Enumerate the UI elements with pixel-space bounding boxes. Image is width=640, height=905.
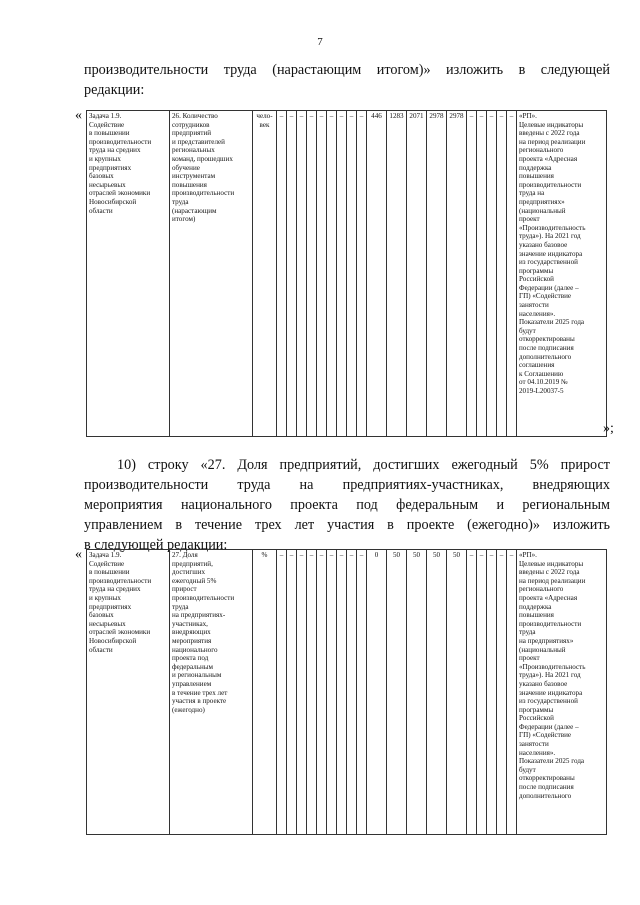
year-value-cell: – (477, 111, 487, 437)
page-number: 7 (317, 36, 323, 48)
year-value-cell: 50 (427, 550, 447, 835)
year-value-cell: – (347, 550, 357, 835)
year-value-cell: 0 (367, 550, 387, 835)
year-value-cell: 2978 (427, 111, 447, 437)
year-value-cell: – (297, 550, 307, 835)
year-value-cell: – (487, 550, 497, 835)
year-value-cell: – (497, 550, 507, 835)
year-value-cell: – (307, 111, 317, 437)
year-value-cell: – (287, 550, 297, 835)
year-value-cell: 50 (407, 550, 427, 835)
year-value-cell: – (337, 111, 347, 437)
indicator-cell: 27. Доля предприятий, достигших ежегодный 5% прирост производительности труда на предприятиях- участниках, внедряющих мероприятия национального проекта под федеральным и региональным управлением в течение трех лет участия в проекте (ежегодно) (170, 550, 253, 835)
table1-close-quote: »; (603, 421, 614, 436)
year-value-cell: – (317, 550, 327, 835)
para10-line: 10) строку «27. Доля предприятий, достигших ежегодный 5% прирост (117, 457, 610, 473)
intro-line: производительности труда (нарастающим итогом)» изложить в следующей (84, 62, 610, 78)
year-value-cell: – (357, 550, 367, 835)
para10-line: производительности труда на предприятиях-участниках, внедряющих (84, 477, 610, 493)
year-value-cell: – (497, 111, 507, 437)
year-value-cell: – (307, 550, 317, 835)
unit-cell: чело- век (253, 111, 277, 437)
year-value-cell: – (487, 111, 497, 437)
year-value-cell: 50 (387, 550, 407, 835)
paragraph-10 (84, 455, 610, 555)
year-value-cell: 2978 (447, 111, 467, 437)
para10-line: мероприятия национального проекта под федеральным и региональным (84, 497, 610, 513)
year-value-cell: – (317, 111, 327, 437)
year-value-cell: 446 (367, 111, 387, 437)
year-value-cell: – (287, 111, 297, 437)
para10-line: в следующей редакции: (84, 537, 228, 553)
table1-open-quote: « (75, 108, 82, 123)
year-value-cell: – (277, 550, 287, 835)
year-value-cell: – (467, 111, 477, 437)
unit-cell: % (253, 550, 277, 835)
year-value-cell: – (327, 111, 337, 437)
year-value-cell: 2071 (407, 111, 427, 437)
table2 (86, 549, 607, 835)
table2-open-quote: « (75, 547, 82, 562)
indicator-cell: 26. Количество сотрудников предприятий и представителей региональных команд, прошедших обучение инструментам повышения производительности труда (нарастающим итогом) (170, 111, 253, 437)
year-value-cell: – (467, 550, 477, 835)
intro-paragraph (84, 60, 610, 100)
year-value-cell: 1283 (387, 111, 407, 437)
table1 (86, 110, 607, 437)
year-value-cell: – (507, 550, 517, 835)
note-cell: «РП». Целевые индикаторы введены с 2022 года на период реализации регионального проекта «Адресная поддержка повышения производительности труда на предприятиях» (национальный проект «Производительность труда»). На 2021 год указано базовое значение индикатора из государственной программы Российской Федерации (далее – ГП) «Содействие занятости населения». Показатели 2025 года будут откорректированы после подписания дополнительного соглашения к Соглашению от 04.10.2019 № 2019-L20037-5 (517, 111, 607, 437)
year-value-cell: – (347, 111, 357, 437)
year-value-cell: – (297, 111, 307, 437)
task-cell: Задача 1.9. Содействие в повышении производительности труда на средних и крупных предприятиях базовых несырьевых отраслей экономики Новосибирской области (87, 111, 170, 437)
table-row (87, 550, 607, 835)
para10-line: управлением в течение трех лет участия в проекте (ежегодно)» изложить (84, 517, 610, 533)
table-row (87, 111, 607, 437)
year-value-cell: – (337, 550, 347, 835)
year-value-cell: – (477, 550, 487, 835)
year-value-cell: – (277, 111, 287, 437)
intro-line: редакции: (84, 82, 145, 98)
task-cell: Задача 1.9. Содействие в повышении производительности труда на средних и крупных предприятиях базовых несырьевых отраслей экономики Новосибирской области (87, 550, 170, 835)
year-value-cell: – (507, 111, 517, 437)
year-value-cell: – (357, 111, 367, 437)
year-value-cell: – (327, 550, 337, 835)
note-cell: «РП». Целевые индикаторы введены с 2022 года на период реализации регионального проекта «Адресная поддержка повышения производительности труда на предприятиях» (национальный проект «Производительность труда»). На 2021 год указано базовое значение индикатора из государственной программы Российской Федерации (далее – ГП) «Содействие занятости населения». Показатели 2025 года будут откорректированы после подписания дополнительного (517, 550, 607, 835)
year-value-cell: 50 (447, 550, 467, 835)
